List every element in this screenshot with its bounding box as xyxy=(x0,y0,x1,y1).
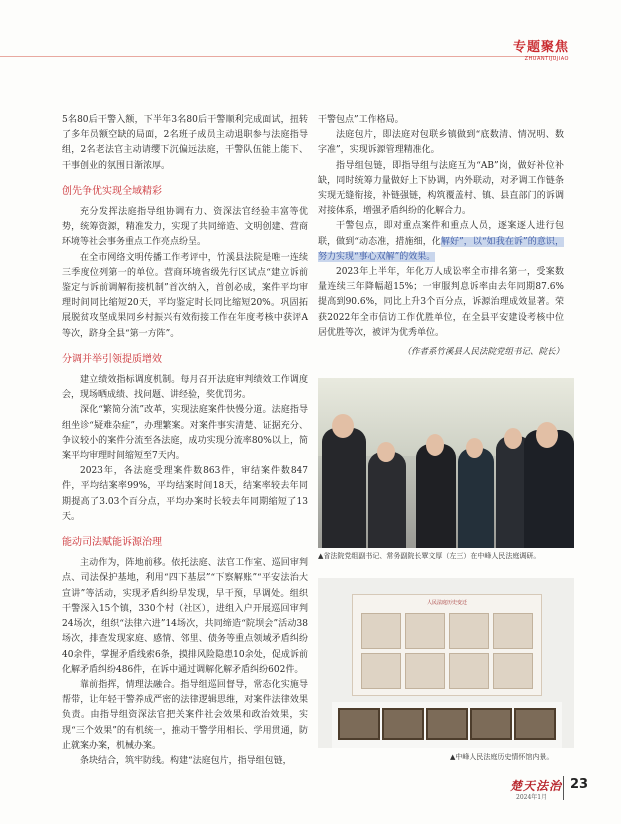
photo-court-visit xyxy=(318,378,574,548)
paragraph: 条块结合，筑牢防线。构建“法庭包片，指导组包链， xyxy=(80,755,292,766)
paragraph: 充分发挥法庭指导组协调有力、资深法官经验丰富等优势，统筹资源，精准发力，实现了共同缔造、文明创建、营商环境等社会事务重点工作亮点纷呈。 xyxy=(62,207,308,248)
photo-frame xyxy=(338,708,380,740)
board-panel xyxy=(405,653,445,689)
footer-divider xyxy=(563,776,564,800)
board-panel xyxy=(361,613,401,649)
author-note: （作者系竹溪县人民法院党组书记、院长） xyxy=(402,347,564,358)
section-title: 专题聚焦 xyxy=(512,40,569,55)
person-head xyxy=(536,422,558,448)
photo-frame xyxy=(382,708,424,740)
photo-frame xyxy=(470,708,512,740)
board-panel xyxy=(361,653,401,689)
board-panel xyxy=(405,613,445,649)
paragraph: 靠前指挥，情理法融合。指导组巡回督导，常态化实施导帮带，让年轻干警养成严密的法律逻辑思维，对案件法律效果负责。由指导组资深法官把关案件社会效果和政治效果，实现“三个效果”的有机统一，推动干警学用相长、学用贯通，防止就案办案，机械办案。 xyxy=(62,679,308,751)
board-panel xyxy=(449,653,489,689)
photo-history-hall xyxy=(318,578,574,748)
paragraph: 法庭包片，即法庭对包联乡镇做到“底数清、情况明、数字准”，实现诉源管理精准化。 xyxy=(318,130,564,156)
magazine-logo: 楚天法治 xyxy=(510,779,563,793)
heading-governance: 能动司法赋能诉源治理 xyxy=(62,537,162,549)
paragraph: 指导组包链，即指导组与法庭互为“AB”岗，做好补位补缺，同时统筹力量做好上下协调，内外联动，对矛调工作链条实现无缝衔接，补链强链，构筑覆盖村、镇、县直部门的诉调对接体系，增强矛盾纠纷的化解合力。 xyxy=(318,160,564,217)
text-run: 干警包点，即对重点案件和重点人员，逐案逐人进行包联，做到“动态准，措施细，化 xyxy=(318,221,564,247)
paragraph: 2023年上半年，年化万人成讼率全市排名第一，受案数量连续三年降幅超15%；一审服判息诉率由去年同期87.6%提高到90.6%，同比上升3个百分点，诉源治理成效显著。荣获2022年全市信访工作优胜单位，在全县平安建设考核中位居优胜等次，被评为优秀单位。 xyxy=(318,267,564,338)
board-panel xyxy=(449,613,489,649)
photo-frame xyxy=(514,708,556,740)
section-pinyin: ZHUANTIJUJIAO xyxy=(524,56,569,62)
person-figure xyxy=(416,444,456,548)
board-title: 人民法庭历史变迁 xyxy=(426,600,467,606)
photo-caption: ▲中峰人民法庭历史情怀馆内景。 xyxy=(450,753,554,761)
paragraph: 干警包点”工作格局。 xyxy=(318,115,404,125)
photo-caption: ▲省法院党组副书记、常务副院长覃文厚（左三）在中峰人民法庭调研。 xyxy=(318,552,541,560)
intro-paragraph: 5名80后干警入额，下半年3名80后干警顺利完成面试，扭转了多年员额空缺的局面，2名班子成员主动退职参与法庭指导组，2名老法官主动请缨下沉偏远法庭，干警队伍能上能下、干事创业的氛围日渐浓厚。 xyxy=(62,115,308,171)
person-head xyxy=(426,434,444,456)
page-number: 23 xyxy=(570,777,589,792)
board-panel xyxy=(493,613,533,649)
heading-efficiency: 分调并举引领提质增效 xyxy=(62,353,162,365)
paragraph: 2023年，各法庭受理案件数863件，审结案件数847件，平均结案率99%，平均结案时间18天，结案率较去年同期提高了3.03个百分点，平均办案时长较去年同期缩短了13天。 xyxy=(62,466,308,522)
photo-frame xyxy=(426,708,468,740)
person-figure xyxy=(322,428,366,548)
header-rule xyxy=(0,56,556,57)
paragraph: 建立绩效指标调度机制。每月召开法庭审判绩效工作调度会，现场晒成绩、找问题、讲经验，奖优罚劣。 xyxy=(62,375,308,401)
person-head xyxy=(504,428,522,449)
person-figure xyxy=(458,448,494,548)
paragraph: 深化“繁简分流”改革，实现法庭案件快慢分道。法庭指导组坐诊“疑难杂症”，办理繁案。对案件事实清楚、证据充分、争议较小的案件分流至各法庭，成功实现分流率80%以上，简案平均审理时间缩短至7天内。 xyxy=(62,405,308,462)
person-head xyxy=(377,442,395,462)
exhibition-board xyxy=(352,594,542,696)
person-head xyxy=(332,414,354,438)
paragraph: 主动作为，阵地前移。依托法庭、法官工作室、巡回审判点、司法保护基地，利用“四下基层”“下察解账”“平安法治大宣讲”等活动，实现矛盾纠纷早发现，早干预，早调处。组织干警深入15个镇，330个村（社区），进组入户开展巡回审判24场次，组织“法律六进”14场次，共同缔造“院坝会”活动38场次，排查发现家庭、感情、邻里、债务等重点领域矛盾纠纷40余件，掌握矛盾线索6条，摸排风险隐患10余处，促成诉前化解矛盾纠纷486件，在诉中通过调解化解矛盾纠纷602件。 xyxy=(62,558,308,675)
selected-text-highlight[interactable]: 解好”，以“如我在诉”的意识，努力实现“事心双解”的效果。 xyxy=(318,236,564,262)
person-figure xyxy=(368,452,406,548)
issue-date: 2024年1月 xyxy=(516,794,548,801)
left-column xyxy=(62,113,308,769)
section-header xyxy=(513,36,569,62)
right-column xyxy=(318,113,564,360)
board-panel xyxy=(493,653,533,689)
heading-excellence: 创先争优实现全域精彩 xyxy=(62,185,162,197)
paragraph: 在全市网络文明传播工作考评中，竹溪县法院是唯一连续三季度位列第一的单位。营商环境省级先行区试点“建立诉前鉴定与诉前调解衔接机制”首次纳入，首创必成，案件平均审理时间同比缩短20天，平均鉴定时长同比缩短20%。巩固拓展脱贫攻坚成果同乡村振兴有效衔接工作在年度考核中获评A等次，跻身全县“第一方阵”。 xyxy=(62,252,308,339)
paragraph xyxy=(318,219,564,265)
person-head xyxy=(466,438,483,458)
